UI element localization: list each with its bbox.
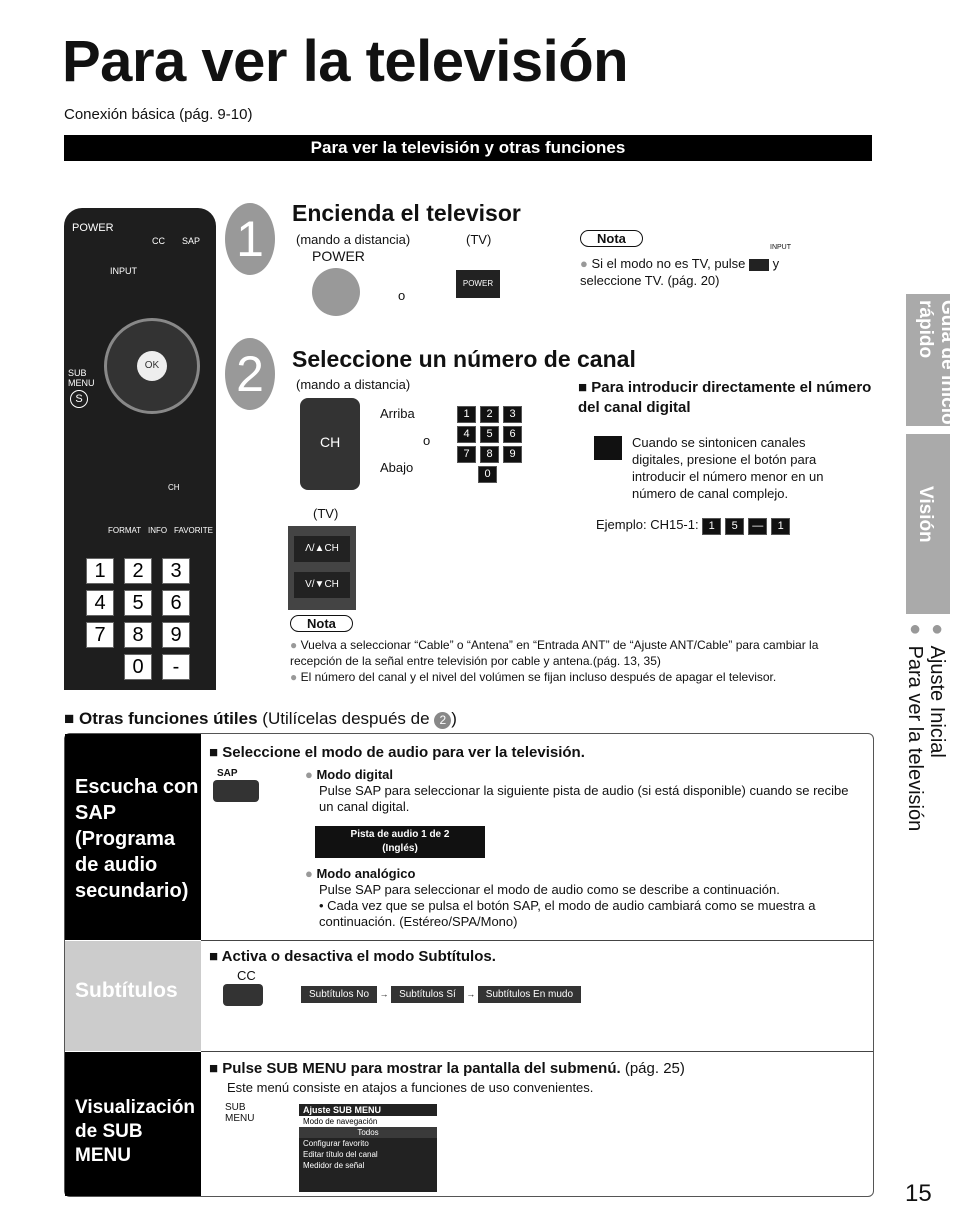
remote-favorite-label: FAVORITE (174, 526, 213, 535)
ch-down-label: Abajo (380, 460, 414, 475)
keypad-9: 9 (503, 446, 522, 463)
example-key-1b: 1 (771, 518, 790, 535)
digital-mode: ● Modo digital Pulse SAP para seleccionar la siguiente pista de audio (si está disponible) cuando se recibe un canal digital. (305, 767, 849, 814)
example-key-5: 5 (725, 518, 744, 535)
remote-sap-label: SAP (182, 236, 201, 246)
submenu-item-title: Editar título del canal (303, 1150, 378, 1159)
keypad-1: 1 (457, 406, 476, 423)
submenu-text: Este menú consiste en atajos a funciones de uso convenientes. (227, 1080, 594, 1095)
step-2-marker: 2 (225, 338, 275, 410)
step-1-heading: Encienda el televisor (292, 200, 521, 226)
example-key-dash: — (748, 518, 767, 535)
step-1-tv-label: (TV) (466, 232, 492, 247)
remote-power-label: POWER (72, 222, 114, 234)
tv-power-button: POWER (456, 270, 500, 298)
step-2-or: o (423, 433, 431, 448)
keypad-8: 8 (480, 446, 499, 463)
cc-btn-label: CC (237, 968, 256, 983)
heading-square-icon: ■ (578, 379, 592, 396)
dash-key-icon (594, 436, 622, 460)
keypad-5: 5 (480, 426, 499, 443)
remote-dpad (104, 318, 200, 414)
side-tab-ajuste: ● Ajuste Inicial (926, 618, 948, 758)
ch-rocker-illustration (300, 398, 360, 490)
remote-submenu-label: SUB MENU (68, 368, 95, 388)
ch-up-label: Arriba (380, 406, 415, 421)
remote-key-4: 4 (86, 590, 114, 616)
step-1-note (580, 255, 830, 289)
tv-ch-up-button: Λ/▲CH (294, 536, 350, 562)
remote-key-5: 5 (124, 590, 152, 616)
keypad-2: 2 (480, 406, 499, 423)
step-2-heading: Seleccione un número de canal (292, 346, 636, 372)
divider (201, 1051, 873, 1052)
cc-state-off: Subtítulos No (301, 986, 377, 1003)
ch-rocker-label: CH (320, 434, 341, 450)
input-key-label: INPUT (770, 244, 791, 251)
remote-illustration (64, 208, 216, 690)
sap-title: ■ Seleccione el modo de audio para ver la televisión. (209, 744, 585, 761)
step-1-note-text2: y seleccione TV. (pág. 20) (580, 256, 780, 288)
remote-input-label: INPUT (110, 266, 137, 276)
submenu-item-fav: Configurar favorito (303, 1139, 369, 1148)
power-button-illustration (312, 268, 360, 316)
analog-mode: ● Modo analógico Pulse SAP para seleccionar el modo de audio como se describe a continuación. • Cada vez que se pulsa el botón SAP, el modo de audio cambiará como se muestra a continuación. (Estéreo/SPA/Mono) (305, 866, 816, 929)
submenu-screen (299, 1104, 437, 1192)
section-banner: Para ver la televisión y otras funciones (64, 135, 872, 161)
submenu-btn-label: SUB MENU (225, 1102, 255, 1124)
step-1-remote-label: (mando a distancia) (296, 232, 411, 247)
remote-key-3: 3 (162, 558, 190, 584)
step-2-nota-label: Nota (290, 615, 353, 632)
other-functions-box (64, 733, 874, 1197)
direct-entry-heading: ■ Para introducir directamente el número del canal digital (578, 379, 872, 416)
remote-s-button: S (70, 390, 88, 408)
submenu-title: ■ Pulse SUB MENU para mostrar la pantalla del submenú. (pág. 25) (209, 1060, 685, 1077)
cc-state-mute: Subtítulos En mudo (478, 986, 581, 1003)
remote-ok-button: OK (137, 351, 167, 381)
submenu-screen-title: Ajuste SUB MENU (303, 1105, 382, 1115)
remote-key-2: 2 (124, 558, 152, 584)
example-row: Ejemplo: CH15-1: 1 5 — 1 (596, 517, 794, 535)
side-tab-vision: Visión (906, 434, 950, 614)
remote-key-dash: - (162, 654, 190, 680)
step-1-marker: 1 (225, 203, 275, 275)
tv-ch-buttons (288, 526, 356, 610)
step-1-power-label: POWER (312, 248, 365, 264)
remote-cc-label: CC (152, 236, 165, 246)
remote-key-0: 0 (124, 654, 152, 680)
submenu-item-signal: Medidor de señal (303, 1161, 365, 1170)
side-tab-para-ver: ● Para ver la televisión (904, 618, 926, 832)
input-key-icon (749, 259, 769, 271)
bullet-icon: ● (580, 256, 588, 271)
cc-button-illustration (223, 984, 263, 1006)
step-2-note-1: ● Vuelva a seleccionar “Cable” o “Antena” en “Entrada ANT” de “Ajuste ANT/Cable” para cambiar la recepción de la señal entre televisión por cable y antena.(pág. 13, 35) (290, 638, 819, 668)
step-1-note-text1: Si el modo no es TV, pulse (591, 256, 746, 271)
side-tab-quick-guide: Guía de inicio rápido (906, 294, 950, 426)
submenu-section-label: Visualización de SUB MENU (65, 1052, 201, 1196)
audio-track-display: Pista de audio 1 de 2 (Inglés) (315, 826, 485, 858)
keypad-3: 3 (503, 406, 522, 423)
remote-key-9: 9 (162, 622, 190, 648)
remote-format-label: FORMAT (108, 526, 142, 535)
remote-ch-label: CH (168, 483, 180, 492)
keypad-0: 0 (478, 466, 497, 483)
remote-key-1: 1 (86, 558, 114, 584)
remote-key-6: 6 (162, 590, 190, 616)
page-subtitle: Conexión básica (pág. 9-10) (64, 106, 253, 123)
remote-info-label: INFO (148, 526, 168, 535)
step-2-tv-label: (TV) (313, 506, 339, 521)
remote-key-8: 8 (124, 622, 152, 648)
step-2-keypad (457, 403, 547, 483)
page-number: 15 (905, 1180, 932, 1207)
step-1-nota-label: Nota (580, 230, 643, 247)
step-2-note-2: ● El número del canal y el nivel del volúmen se fijan incluso después de apagar el televisor. (290, 670, 777, 684)
sap-button-illustration (213, 780, 259, 802)
tv-ch-down-button: V/▼CH (294, 572, 350, 598)
step-2-notes (290, 637, 870, 685)
keypad-4: 4 (457, 426, 476, 443)
other-functions-heading: ■ Otras funciones útiles (Utilícelas después de 2 ) (64, 709, 457, 728)
submenu-item-all: Todos (299, 1127, 437, 1138)
cc-state-on: Subtítulos Sí (391, 986, 464, 1003)
divider (201, 940, 873, 941)
step-2-ref-icon: 2 (434, 712, 451, 729)
example-key-1: 1 (702, 518, 721, 535)
keypad-6: 6 (503, 426, 522, 443)
sap-btn-label: SAP (217, 768, 238, 779)
keypad-7: 7 (457, 446, 476, 463)
step-1-or: o (398, 288, 406, 303)
sap-section-label: Escucha con SAP (Programa de audio secundario) (65, 734, 201, 940)
step-2-remote-label: (mando a distancia) (296, 377, 411, 392)
cc-state-flow: Subtítulos No → Subtítulos Sí → Subtítulos En mudo (301, 986, 581, 1003)
cc-section-label: Subtítulos (65, 941, 201, 1051)
cc-title: ■ Activa o desactiva el modo Subtítulos. (209, 948, 496, 965)
direct-entry-text: Cuando se sintonicen canales digitales, presione el botón para introducir el número menor en un número de canal complejo. (632, 435, 824, 501)
remote-key-7: 7 (86, 622, 114, 648)
submenu-item-nav: Modo de navegación (299, 1116, 437, 1127)
page-title: Para ver la televisión (62, 29, 629, 94)
